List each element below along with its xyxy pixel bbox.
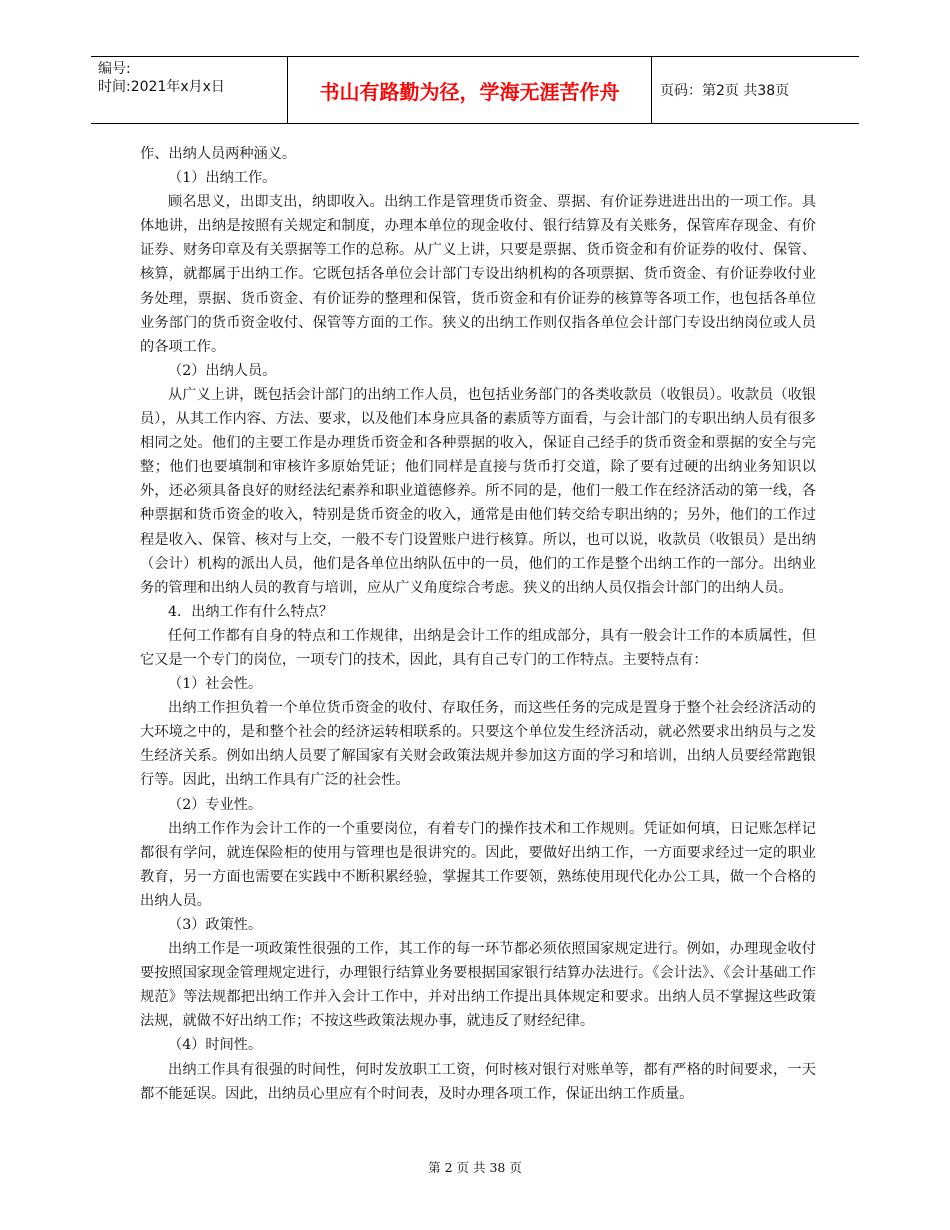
subheading: （3）政策性。 xyxy=(168,917,263,933)
header-time-label: 时间:2021年x月x日 xyxy=(98,79,225,95)
paragraph: 从广义上讲，既包括会计部门的出纳工作人员，也包括业务部门的各类收款员（收银员）。收款员（收银员），从其工作内容、方法、要求，以及他们本身应具备的素质等方面看，与会计部门的专职出纳人员有很多相同之处。他们的主要工作是办理货币资金和各种票据的收入，保证自己经手的货币资金和票据的安全与完整；他们也要填制和审核许多原始凭证；他们同样是直接与货币打交道，除了要有过硬的出纳业务知识以外，还必须具备良好的财经法纪素养和职业道德修养。所不同的是，他们一般工作在经济活动的第一线，各种票据和货币资金的收入，特别是货币资金的收入，通常是由他们转交给专职出纳的；另外，他们的工作过程是收入、保管、核对与上交，一般不专门设置账户进行核算。所以，也可以说，收款员（收银员）是出纳（会计）机构的派出人员，他们是各单位出纳队伍中的一员，他们的工作是整个出纳工作的一部分。出纳业务的管理和出纳人员的教育与培训，应从广义角度综合考虑。狭义的出纳人员仅指会计部门的出纳人员。 xyxy=(140,386,816,596)
paragraph: 出纳工作具有很强的时间性，何时发放职工工资，何时核对银行对账单等，都有严格的时间要求，一天都不能延误。因此，出纳员心里应有个时间表，及时办理各项工作，保证出纳工作质量。 xyxy=(140,1061,816,1102)
page-header xyxy=(91,56,859,124)
header-page-info: 页码：第2页 共38页 xyxy=(660,83,790,99)
paragraph: 作、出纳人员两种涵义。 xyxy=(140,146,297,162)
subheading: （2）专业性。 xyxy=(168,796,263,813)
subheading: （1）出纳工作。 xyxy=(168,170,277,187)
header-meta xyxy=(91,57,287,123)
header-number-label: 编号: xyxy=(98,61,131,77)
subheading: （2）出纳人员。 xyxy=(168,362,277,379)
page-footer: 第 2 页 共 38 页 xyxy=(428,1160,522,1175)
paragraph: 出纳工作担负着一个单位货币资金的收付、存取任务，而这些任务的完成是置身于整个社会经济活动的大环境之中的，是和整个社会的经济运转相联系的。只要这个单位发生经济活动，就必然要求出纳员与之发生经济关系。例如出纳人员要了解国家有关财会政策法规并参加这方面的学习和培训，出纳人员要经常跑银行等。因此，出纳工作具有广泛的社会性。 xyxy=(140,700,816,789)
paragraph: 顾名思义，出即支出，纳即收入。出纳工作是管理货币资金、票据、有价证券进进出出的一项工作。具体地讲，出纳是按照有关规定和制度，办理本单位的现金收付、银行结算及有关账务，保管库存现金、有价证券、财务印章及有关票据等工作的总称。从广义上讲，只要是票据、货币资金和有价证券的收付、保管、核算，就都属于出纳工作。它既包括各单位会计部门专设出纳机构的各项票据、货币资金、有价证券收付业务处理，票据、货币资金、有价证券的整理和保管，货币资金和有价证券的核算等各项工作，也包括各单位业务部门的货币资金收付、保管等方面的工作。狭义的出纳工作则仅指各单位会计部门专设出纳岗位或人员的各项工作。 xyxy=(140,194,816,355)
paragraph: 出纳工作是一项政策性很强的工作，其工作的每一环节都必须依照国家规定进行。例如，办理现金收付要按照国家现金管理规定进行，办理银行结算业务要根据国家银行结算办法进行。《会计法》、《会计基础工作规范》等法规都把出纳工作并入会计工作中，并对出纳工作提出具体规定和要求。出纳人员不掌握这些政策法规，就做不好出纳工作；不按这些政策法规办事，就违反了财经纪律。 xyxy=(140,941,816,1030)
section-heading: 4．出纳工作有什么特点？ xyxy=(168,603,334,620)
header-motto: 书山有路勤为径，学海无涯苦作舟 xyxy=(287,57,652,123)
subheading: （4）时间性。 xyxy=(168,1037,263,1054)
subheading: （1）社会性。 xyxy=(168,676,263,693)
document-body xyxy=(140,142,816,1106)
paragraph: 出纳工作作为会计工作的一个重要岗位，有着专门的操作技术和工作规则。凭证如何填，日记账怎样记都很有学问，就连保险柜的使用与管理也是很讲究的。因此，要做好出纳工作，一方面要求经过一定的职业教育，另一方面也需要在实践中不断积累经验，掌握其工作要领，熟练使用现代化办公工具，做一个合格的出纳人员。 xyxy=(140,820,816,909)
paragraph: 任何工作都有自身的特点和工作规律，出纳是会计工作的组成部分，具有一般会计工作的本质属性，但它又是一个专门的岗位，一项专门的技术，因此，具有自己专门的工作特点。主要特点有： xyxy=(140,627,816,668)
